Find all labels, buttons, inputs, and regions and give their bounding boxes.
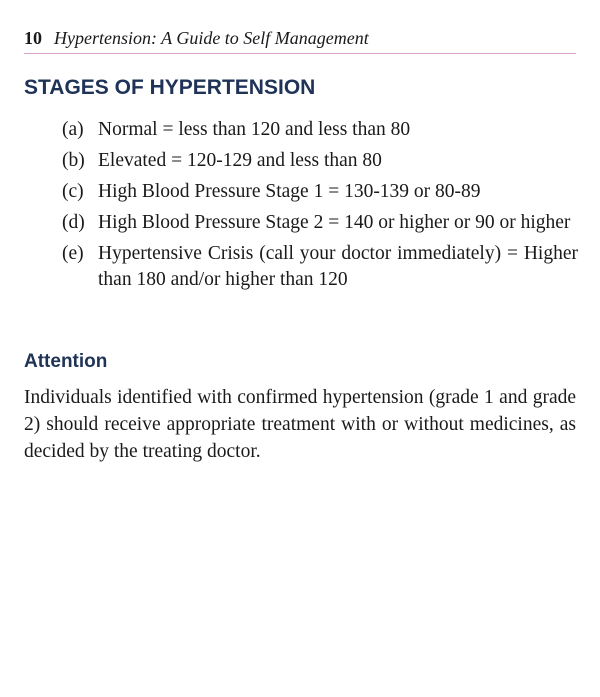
item-label: (c) bbox=[62, 181, 84, 202]
item-text: Hypertensive Crisis (call your doctor immediately) = Higher than 180 and/or higher than 120 bbox=[98, 243, 578, 290]
section-title: STAGES OF HYPERTENSION bbox=[24, 76, 316, 99]
list-item bbox=[62, 210, 578, 236]
item-label: (e) bbox=[62, 243, 84, 264]
item-label: (a) bbox=[62, 119, 84, 140]
running-header bbox=[24, 28, 369, 49]
item-label: (b) bbox=[62, 150, 85, 171]
running-title: Hypertension: A Guide to Self Management bbox=[54, 28, 369, 48]
page-number: 10 bbox=[24, 28, 42, 48]
item-text: Normal = less than 120 and less than 80 bbox=[98, 119, 411, 140]
item-text: High Blood Pressure Stage 2 = 140 or higher or 90 or higher bbox=[98, 212, 571, 233]
list-item bbox=[62, 117, 578, 143]
attention-paragraph: Individuals identified with confirmed hypertension (grade 1 and grade 2) should receive appropriate treatment with or without medicines, as decided by the treating doctor. bbox=[24, 387, 576, 462]
attention-title: Attention bbox=[24, 351, 108, 372]
list-item bbox=[62, 241, 578, 293]
list-item bbox=[62, 148, 578, 174]
item-text: High Blood Pressure Stage 1 = 130-139 or 80-89 bbox=[98, 181, 481, 202]
header-rule bbox=[24, 53, 576, 54]
list-item bbox=[62, 179, 578, 205]
item-label: (d) bbox=[62, 212, 85, 233]
stages-list bbox=[62, 117, 578, 298]
item-text: Elevated = 120-129 and less than 80 bbox=[98, 150, 382, 171]
